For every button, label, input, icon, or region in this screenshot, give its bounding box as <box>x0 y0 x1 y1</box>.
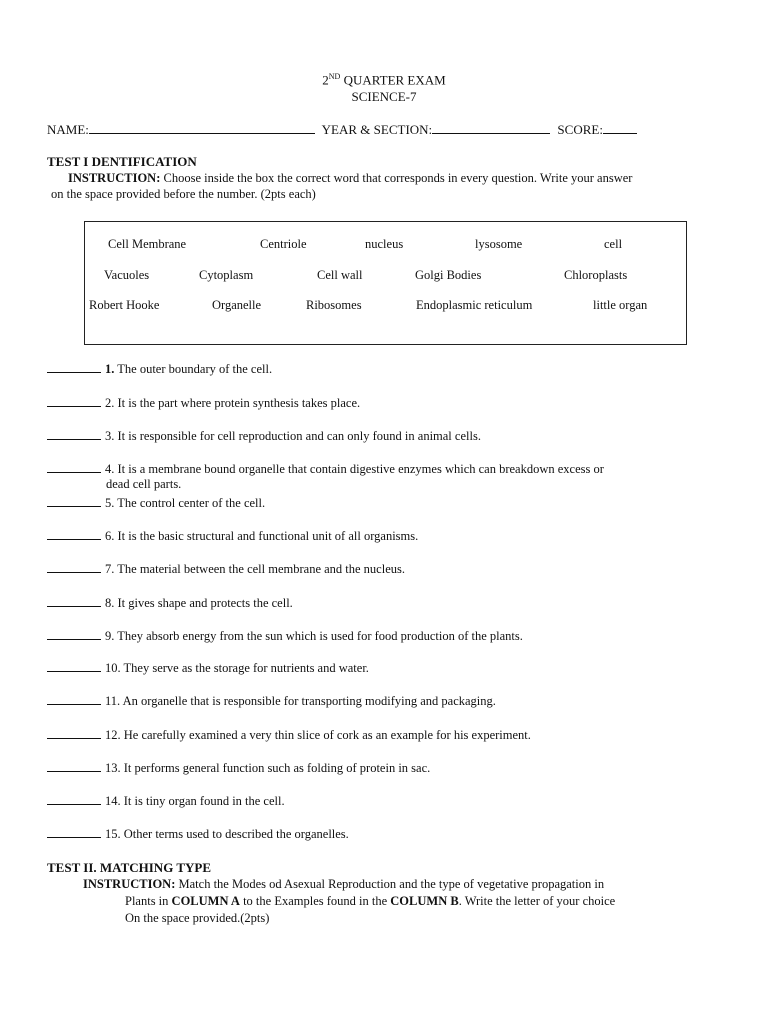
year-section-blank[interactable] <box>432 121 550 134</box>
score-blank[interactable] <box>603 121 637 134</box>
question-item: 11. An organelle that is responsible for transporting modifying and packaging. <box>47 694 496 709</box>
question-item: 3. It is responsible for cell reproduction and can only found in animal cells. <box>47 429 481 444</box>
test1-instruction: INSTRUCTION: Choose inside the box the correct word that corresponds in every question. Write your answer <box>68 171 633 185</box>
test2-instruction-line3: On the space provided.(2pts) <box>125 911 270 925</box>
answer-blank[interactable] <box>47 462 101 473</box>
question-item: 6. It is the basic structural and functional unit of all organisms. <box>47 529 418 544</box>
word-bank-item: Golgi Bodies <box>415 268 482 282</box>
question-item: 2. It is the part where protein synthesis takes place. <box>47 396 360 411</box>
word-bank-item: Endoplasmic reticulum <box>416 298 533 312</box>
test1-heading: TEST I DENTIFICATION <box>47 154 197 169</box>
answer-blank[interactable] <box>47 629 101 640</box>
answer-blank[interactable] <box>47 429 101 440</box>
exam-title: 2ND QUARTER EXAM <box>322 72 446 88</box>
word-bank-item: Organelle <box>212 298 262 312</box>
question-item: 5. The control center of the cell. <box>47 496 265 511</box>
word-bank-item: cell <box>604 237 623 251</box>
test2-instruction-line2: Plants in COLUMN A to the Examples found in the COLUMN B. Write the letter of your choice <box>125 894 616 908</box>
word-bank-item: Robert Hooke <box>89 298 160 312</box>
word-bank-item: Chloroplasts <box>564 268 628 282</box>
question-item: 8. It gives shape and protects the cell. <box>47 596 293 611</box>
answer-blank[interactable] <box>47 596 101 607</box>
year-section-label: YEAR & SECTION: <box>321 122 433 137</box>
question-item: 7. The material between the cell membrane and the nucleus. <box>47 562 405 577</box>
answer-blank[interactable] <box>47 529 101 540</box>
exam-subject: SCIENCE-7 <box>351 89 417 104</box>
word-bank-item: Cell Membrane <box>108 237 187 251</box>
word-bank-item: Cell wall <box>317 268 363 282</box>
word-bank-item: Centriole <box>260 237 307 251</box>
student-info-line <box>47 121 641 138</box>
answer-blank[interactable] <box>47 396 101 407</box>
test2-instruction: INSTRUCTION: Match the Modes od Asexual Reproduction and the type of vegetative propagation in <box>83 877 605 891</box>
answer-blank[interactable] <box>47 794 101 805</box>
question-item: 9. They absorb energy from the sun which is used for food production of the plants. <box>47 629 523 644</box>
word-bank-item: little organ <box>593 298 648 312</box>
question-item: 14. It is tiny organ found in the cell. <box>47 794 285 809</box>
word-bank-item: nucleus <box>365 237 404 251</box>
question-item: 13. It performs general function such as folding of protein in sac. <box>47 761 430 776</box>
answer-blank[interactable] <box>47 661 101 672</box>
answer-blank[interactable] <box>47 827 101 838</box>
word-bank-item: Cytoplasm <box>199 268 254 282</box>
word-bank-box <box>84 221 687 345</box>
word-bank-item: Ribosomes <box>306 298 362 312</box>
answer-blank[interactable] <box>47 694 101 705</box>
question-item: 12. He carefully examined a very thin slice of cork as an example for his experiment. <box>47 728 531 743</box>
word-bank-item: lysosome <box>475 237 523 251</box>
question-item: 1. The outer boundary of the cell. <box>47 362 272 377</box>
answer-blank[interactable] <box>47 728 101 739</box>
question-item: 4. It is a membrane bound organelle that contain digestive enzymes which can breakdown excess or dead cell parts. <box>47 462 604 477</box>
name-label: NAME: <box>47 122 89 137</box>
word-bank-item: Vacuoles <box>104 268 150 282</box>
answer-blank[interactable] <box>47 362 101 373</box>
answer-blank[interactable] <box>47 562 101 573</box>
answer-blank[interactable] <box>47 761 101 772</box>
score-label: SCORE: <box>557 122 603 137</box>
question-item: 10. They serve as the storage for nutrients and water. <box>47 661 369 676</box>
test2-heading: TEST II. MATCHING TYPE <box>47 860 211 875</box>
answer-blank[interactable] <box>47 496 101 507</box>
question-item: 15. Other terms used to described the organelles. <box>47 827 349 842</box>
name-blank[interactable] <box>89 121 315 134</box>
question-continuation: dead cell parts. <box>106 477 182 491</box>
test1-instruction-cont: on the space provided before the number. (2pts each) <box>51 187 316 201</box>
